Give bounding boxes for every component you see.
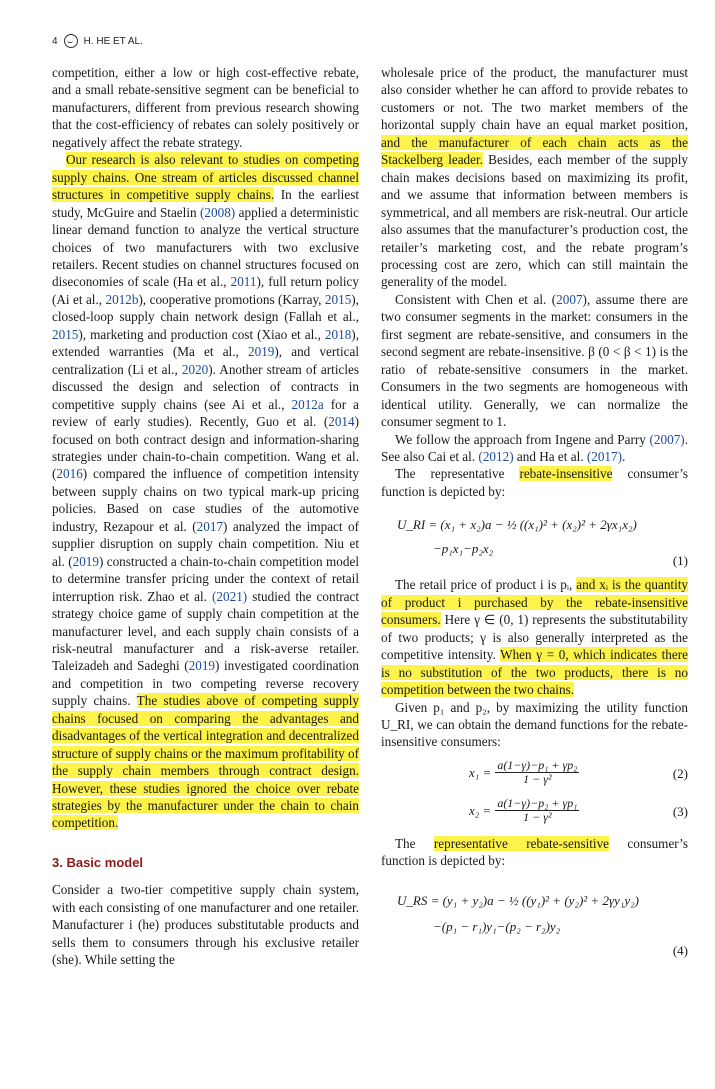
citation-link[interactable]: 2017 <box>196 518 224 534</box>
highlight: and the manufacturer of each chain acts as the Stackelberg leader. <box>381 134 688 168</box>
citation-link[interactable]: 2014 <box>328 414 355 430</box>
equation-lhs: x₁ = <box>469 764 492 780</box>
numerator: a(1−γ)−p₁ + γp₂ <box>497 757 578 772</box>
citation-link[interactable]: 2019 <box>72 553 99 569</box>
highlight: The studies above of competing supply chains focused on comparing the advantages and disadvantages of the vertical integration and decentralized structure of supply chains or the maximum profitability of the supply chain members through contract design. <box>52 693 359 779</box>
highlight: However, these studies ignored the choice over rebate strategies by the manufacturer under the chain to chain competition. <box>52 780 359 831</box>
paragraph: The representative rebate-sensitive consumer’s function is depicted by: <box>381 835 688 869</box>
equation-1 <box>381 510 688 568</box>
paragraph: We follow the approach from Ingene and Parry (2007). See also Cai et al. (2012) and Ha et al. (2017). <box>381 431 688 464</box>
left-column <box>52 64 359 969</box>
fraction <box>495 759 579 786</box>
equation-4 <box>381 888 688 958</box>
running-header <box>52 32 143 50</box>
equation-number: (2) <box>672 765 688 781</box>
highlight: Our research is also relevant to studies on competing supply chains. One stream of articles discussed channel structures in competitive supply chains. <box>52 152 359 203</box>
denominator: 1 − γ² <box>523 771 552 786</box>
equation-number: (1) <box>672 553 688 569</box>
paragraph: Consistent with Chen et al. (2007), assume there are two consumer segments in the market: consumers in the first segment are rebate-sensitive, and consumers in the second segment are rebate-insensitive. β (0 < β < 1) is the ratio of rebate-sensitive consumers in the market. Consumers in the two segments are homogeneous with identical utility. Generally, we can normalize the consumer segment to 1. <box>381 291 688 430</box>
paragraph: The retail price of product i is pᵢ, and xᵢ is the quantity of product i purchased by the rebate-insensitive consumers. Here γ ∈ (0, 1) represents the substitutability of two products; γ is also generally interpreted as the competitive intensity. When γ = 0, which indicates there is no substitution of the two products, there is no competition between the two chains. <box>381 577 688 698</box>
section-heading: 3. Basic model <box>52 854 144 870</box>
paragraph: The representative rebate-insensitive consumer’s function is depicted by: <box>381 466 688 499</box>
equation-3 <box>381 795 688 827</box>
citation-link[interactable]: (2012) <box>478 448 514 464</box>
equation-lhs: x₂ = <box>469 802 492 818</box>
highlight: representative rebate-sensitive <box>433 835 610 851</box>
equation-line: −p₁x₁−p₂x₂ <box>433 541 494 557</box>
highlight: When γ = 0, which indicates there is no substitution of the two products, there is no competition between the two chains. <box>381 647 688 698</box>
citation-link[interactable]: (2017) <box>586 448 622 464</box>
equation-line: U_RS = (y₁ + y₂)a − ½ ((y₁)² + (y₂)² + 2γy₁y₂) <box>397 892 639 908</box>
citation-link[interactable]: 2018 <box>324 326 352 342</box>
publisher-logo-icon <box>64 34 78 48</box>
citation-link[interactable]: 2007 <box>556 291 583 307</box>
citation-link[interactable]: (2008) <box>200 204 236 220</box>
equation-number: (3) <box>672 803 688 819</box>
denominator: 1 − γ² <box>523 809 552 824</box>
numerator: a(1−γ)−p₂ + γp₁ <box>497 795 578 810</box>
equation-line: U_RI = (x₁ + x₂)a − ½ ((x₁)² + (x₂)² + 2γx₁x₂) <box>397 517 637 533</box>
fraction <box>495 797 579 824</box>
citation-link[interactable]: 2011 <box>230 274 257 290</box>
paragraph: Given p₁ and p₂, by maximizing the utility function U_RI, we can obtain the demand functions for the rebate-insensitive consumers: <box>381 699 688 750</box>
citation-link[interactable]: 2016 <box>56 466 83 482</box>
paragraph: Consider a two-tier competitive supply chain system, with each consisting of one manufacturer and one retailer. Manufacturer i (he) produces substitutable products and sells them to consumers through his exclusive retailer (she). While setting the <box>52 882 359 968</box>
equation-line: −(p₁ − r₁)y₁−(p₂ − r₂)y₂ <box>433 918 561 934</box>
citation-link[interactable]: 2012a <box>291 396 324 412</box>
equation-2 <box>381 757 688 789</box>
page-number: 4 <box>52 35 58 47</box>
citation-link[interactable]: 2019 <box>188 658 216 674</box>
citation-link[interactable]: 2015 <box>324 291 352 307</box>
paragraph: competition, either a low or high cost-effective rebate, and a small rebate-sensitive segment can be beneficial to manufacturers, different from previous research showing that the cost-efficiency of rebates can solely positively or negatively affect the rebate strategy. <box>52 65 359 150</box>
right-column <box>381 64 688 964</box>
equation-number: (4) <box>672 942 688 958</box>
running-authors: H. HE ET AL. <box>83 35 143 47</box>
citation-link[interactable]: 2015 <box>52 326 79 342</box>
highlight: and xᵢ is the quantity of product i purchased by the rebate-insensitive consumers. <box>381 577 688 628</box>
citation-link[interactable]: 2020 <box>181 361 209 377</box>
highlight: rebate-insensitive <box>519 466 613 482</box>
paragraph: Our research is also relevant to studies on competing supply chains. One stream of articles discussed channel structures in competitive supply chains. In the earliest study, McGuire and Staelin (2008) applied a deterministic linear demand function to analyze the vertical structure choices of two manufacturers with two exclusive retailers. Recent studies on channel structures focused on diseconomies of scale (Ha et al., 2011), full return policy (Ai et al., 2012b), cooperative promotions (Karray, 2015), closed-loop supply chain network design (Fallah et al., 2015), marketing and production cost (Xiao et al., 2018), extended warranties (Ma et al., 2019), and vertical centralization (Li et al., 2020). Another stream of articles discussed the design and selection of contracts in competitive supply chains (see Ai et al., 2012a for a review of early studies). Recently, Guo et al. (2014) focused on both contract design and information-sharing strategies under chain-to-chain competition. Wang et al. (2016) compared the influence of competition intensity between supply chains on two typical mark-up pricing policies. Based on case studies of the automotive industry, Rezapour et al. (2017) analyzed the impact of supplier disruption on supply chain competition. Niu et al. (2019) constructed a chain-to-chain competition model to determine transfer pricing under the context of retail interruption risk. Zhao et al. (2021) studied the contract strategy choice game of supply chain competition at the manufacturer level, and each supply chain consists of a risk-neutral manufacturer and a risk-averse retailer. Taleizadeh and Sadeghi (2019) investigated coordination and competition in two competing reverse recovery supply chains. The studies above of competing supply chains focused on comparing the advantages and disadvantages of the vertical integration and decentralized structure of supply chains or the maximum profitability of the supply chain members through contract design. However, these studies ignored the choice over rebate strategies by the manufacturer under the chain to chain competition. <box>52 152 360 831</box>
citation-link[interactable]: (2007) <box>649 431 685 447</box>
citation-link[interactable]: (2021) <box>212 588 248 604</box>
paragraph: wholesale price of the product, the manufacturer must also consider whether he can afford to provide rebates to customers or not. The two market members of the horizontal supply chain have an equal market position, and the manufacturer of each chain acts as the Stackelberg leader. Besides, each member of the supply chain makes decisions based on maximizing its profit, and we assume that information between members is symmetrical, and all members are risk-neutral. Our article also assumes that the manufacturer’s production cost, the retailer’s marketing cost, and the rebate program’s processing cost are zero, which can still maintain the generality of the model. <box>381 65 688 290</box>
citation-link[interactable]: 2019 <box>248 344 275 360</box>
citation-link[interactable]: 2012b <box>105 291 139 307</box>
